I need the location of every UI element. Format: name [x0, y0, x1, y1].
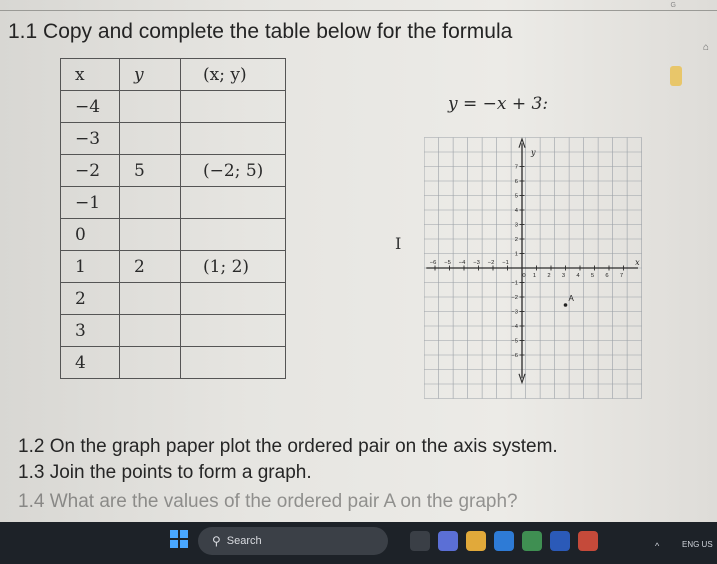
question-1-4: 1.4 What are the values of the ordered pair A on the graph? [18, 491, 518, 512]
taskbar-search[interactable] [198, 527, 388, 555]
search-placeholder: Search [226, 535, 262, 547]
cell-y [120, 219, 181, 251]
text-cursor: I [395, 234, 402, 253]
y-axis-label: y [531, 147, 536, 157]
graph-paper [424, 132, 644, 404]
x-axis-label: x [635, 258, 640, 267]
y-tick-label: −2 [511, 295, 518, 301]
question-1-2: 1.2 On the graph paper plot the ordered pair on the axis system. [18, 436, 558, 457]
y-tick-label: 1 [514, 251, 518, 258]
table-row [61, 219, 286, 251]
cell-y [120, 315, 181, 347]
x-tick-label: −3 [473, 260, 480, 266]
cell-pair [181, 123, 286, 155]
cell-y [120, 187, 181, 219]
x-tick-label: −1 [502, 260, 509, 266]
table-row [61, 187, 286, 219]
x-tick-label: 4 [576, 273, 580, 279]
cell-x: 4 [61, 347, 120, 379]
cell-y [120, 283, 181, 315]
y-tick-label: 7 [514, 164, 518, 171]
x-tick-label: 7 [619, 273, 624, 279]
x-tick-label: 3 [561, 273, 566, 279]
cell-y: 5 [120, 155, 181, 187]
table-row [61, 251, 286, 283]
cell-pair [181, 347, 286, 379]
cell-x: −2 [61, 155, 120, 187]
language-indicator[interactable]: ENG US [682, 540, 713, 549]
header-pair: (x; y) [181, 59, 286, 91]
file-explorer-icon[interactable] [466, 531, 486, 551]
table-row [61, 91, 286, 123]
point-a [564, 303, 568, 307]
formula-text: y = −x + 3: [448, 94, 549, 114]
cell-pair [181, 91, 286, 123]
cell-y [120, 123, 181, 155]
x-tick-label: 0 [522, 273, 526, 279]
cell-pair [181, 219, 286, 251]
cell-x: 3 [61, 315, 120, 347]
cell-pair: (1; 2) [181, 251, 286, 283]
cell-y [120, 91, 181, 123]
pointer-icon: ⌂ [702, 42, 709, 53]
x-tick-label: −2 [487, 260, 495, 266]
question-heading: 1.1 Copy and complete the table below for the formula [8, 20, 513, 43]
cell-y: 2 [120, 251, 181, 283]
windows-start-icon[interactable] [170, 530, 188, 548]
edge-icon[interactable] [494, 531, 514, 551]
x-tick-label: 6 [605, 273, 609, 279]
y-tick-label: −5 [511, 338, 518, 345]
search-icon: ⚲ [212, 534, 221, 548]
chevron-up-icon[interactable]: ^ [655, 541, 660, 551]
cell-x: 0 [61, 219, 120, 251]
cell-y [120, 347, 181, 379]
x-tick-label: 2 [547, 273, 551, 279]
cell-x: −4 [61, 91, 120, 123]
cell-pair [181, 283, 286, 315]
cell-x: 1 [61, 251, 120, 283]
cell-pair [181, 187, 286, 219]
powerpoint-icon[interactable] [578, 531, 598, 551]
x-tick-label: −4 [458, 260, 466, 266]
x-tick-label: 5 [590, 273, 595, 279]
y-tick-label: 2 [514, 237, 518, 243]
y-tick-label: −6 [511, 353, 518, 359]
cell-x: −1 [61, 187, 120, 219]
table-row [61, 315, 286, 347]
point-a-label: A [568, 294, 574, 303]
cell-x: −3 [61, 123, 120, 155]
y-tick-label: −4 [511, 324, 518, 330]
x-tick-label: −6 [429, 260, 437, 266]
word-icon[interactable] [550, 531, 570, 551]
task-view-icon[interactable] [410, 531, 430, 551]
cell-pair [181, 315, 286, 347]
table-row [61, 347, 286, 379]
excel-icon[interactable] [522, 531, 542, 551]
y-tick-label: −1 [511, 280, 518, 287]
y-tick-label: 5 [514, 193, 518, 200]
y-tick-label: 3 [514, 222, 518, 229]
cell-x: 2 [61, 283, 120, 315]
top-ui-text: G [670, 2, 677, 9]
table-row [61, 155, 286, 187]
header-x: x [61, 59, 120, 91]
table-row [61, 123, 286, 155]
cell-pair: (−2; 5) [181, 155, 286, 187]
table-header-row [61, 59, 286, 91]
page-divider [0, 10, 717, 11]
table-row [61, 283, 286, 315]
app-icon[interactable] [438, 531, 458, 551]
x-tick-label: 1 [532, 273, 537, 279]
header-y: y [120, 59, 181, 91]
question-1-3: 1.3 Join the points to form a graph. [18, 462, 312, 483]
y-tick-label: 6 [514, 179, 518, 185]
values-table [60, 58, 286, 379]
side-tab-button[interactable] [670, 66, 682, 86]
y-tick-label: −3 [511, 309, 518, 316]
y-tick-label: 4 [514, 208, 518, 214]
x-tick-label: −5 [444, 260, 451, 266]
